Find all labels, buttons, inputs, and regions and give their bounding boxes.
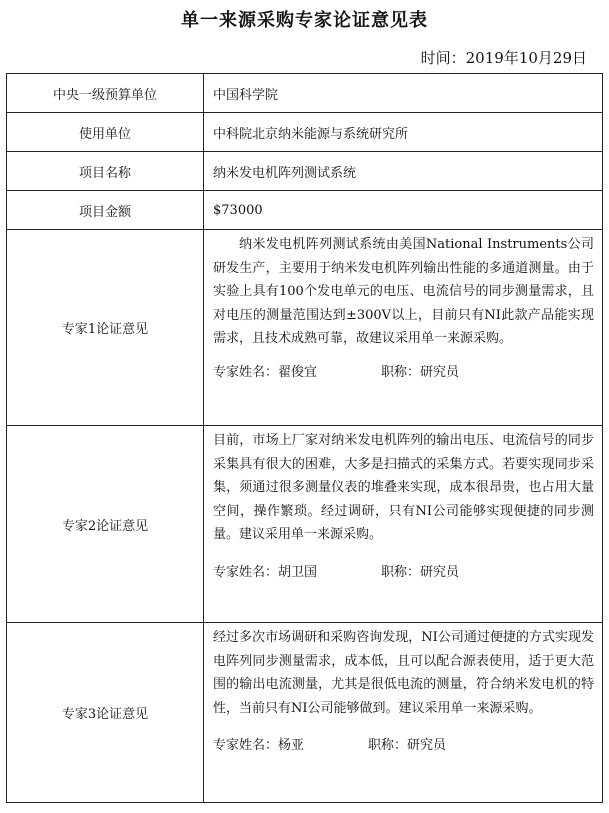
expert1-title: 职称：研究员 xyxy=(381,364,460,380)
document-date: 时间：2019年10月29日 xyxy=(420,49,587,67)
expert2-opinion: 目前，市场上厂家对纳米发电机阵列的输出电压、电流信号的同步采集具有很大的困难，大多是扫描式的采集方式。若要实现同步采集，须通过很多测量仪表的堆叠来实现，成本很昂贵，也占用大量空间，操作繁琐。经过调研，只有NI公司能够实现便捷的同步测量。建议采用单一来源采购。 xyxy=(213,433,594,543)
project-amount-label: 项目金额 xyxy=(7,191,204,230)
table-row xyxy=(7,152,603,191)
expert2-title: 职称：研究员 xyxy=(381,564,460,580)
expert3-title: 职称：研究员 xyxy=(368,738,447,754)
user-unit-label: 使用单位 xyxy=(7,113,204,152)
expert1-signature xyxy=(213,361,594,380)
expert3-opinion: 经过多次市场调研和采购咨询发现，NI公司通过便捷的方式实现发电阵列同步测量需求，成本低，且可以配合源表使用，适于更大范围的输出电流测量，尤其是很低电流的测量，符合纳米发电机的特性，当前只有NI公司能够做到。建议采用单一来源采购。 xyxy=(213,630,594,716)
table-row xyxy=(7,426,603,623)
expert1-label: 专家1论证意见 xyxy=(7,230,204,426)
document-title: 单一来源采购专家论证意见表 xyxy=(181,10,428,31)
expert3-label: 专家3论证意见 xyxy=(7,623,204,803)
expert3-name: 专家姓名：杨亚 xyxy=(213,738,305,754)
budget-unit-value: 中国科学院 xyxy=(204,74,603,113)
project-name-label: 项目名称 xyxy=(7,152,204,191)
expert2-opinion-cell xyxy=(204,426,603,623)
expert2-label: 专家2论证意见 xyxy=(7,426,204,623)
project-amount-value: $73000 xyxy=(204,191,603,230)
expert1-name: 专家姓名：翟俊宜 xyxy=(213,364,318,380)
expert3-opinion-cell xyxy=(204,623,603,803)
expert2-signature xyxy=(213,561,594,580)
table-row xyxy=(7,623,603,803)
expert1-opinion-cell xyxy=(204,230,603,426)
table-row xyxy=(7,74,603,113)
expert3-signature xyxy=(213,734,594,753)
table-row xyxy=(7,113,603,152)
project-name-value: 纳米发电机阵列测试系统 xyxy=(204,152,603,191)
table-row xyxy=(7,230,603,426)
opinion-table xyxy=(6,73,603,803)
expert1-opinion: 纳米发电机阵列测试系统由美国National Instruments公司研发生产，主要用于纳米发电机阵列输出性能的多通道测量。由于实验上具有100个发电单元的电压、电流信号的同步测量需求，且对电压的测量范围达到±300V以上，目前只有NI此款产品能实现需求，且技术成熟可靠，故建议采用单一来源采购。 xyxy=(213,237,594,347)
table-row xyxy=(7,191,603,230)
budget-unit-label: 中央一级预算单位 xyxy=(7,74,204,113)
user-unit-value: 中科院北京纳米能源与系统研究所 xyxy=(204,113,603,152)
expert2-name: 专家姓名：胡卫国 xyxy=(213,564,318,580)
